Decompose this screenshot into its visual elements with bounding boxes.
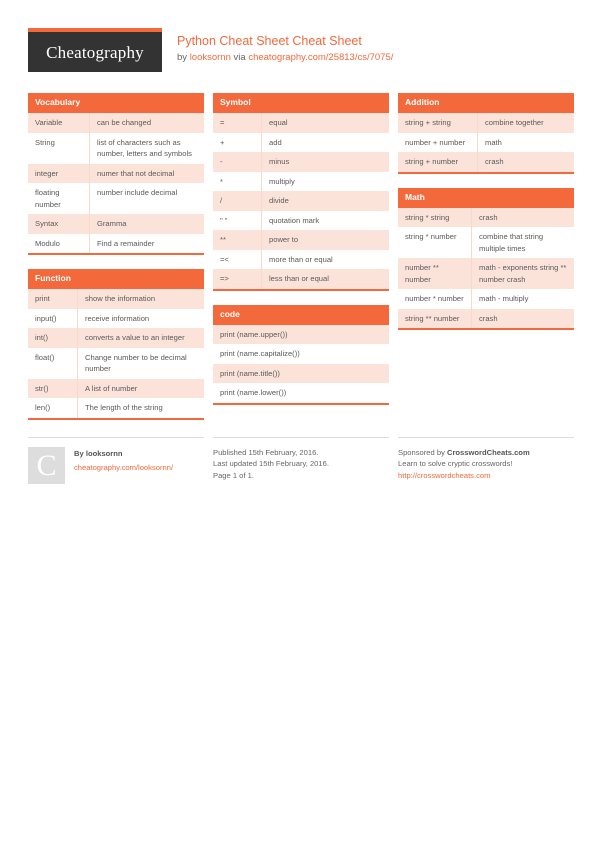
row-value: crash xyxy=(479,313,498,323)
avatar: C xyxy=(28,447,65,484)
footer-author xyxy=(28,437,204,484)
row-key: string + string xyxy=(398,113,478,133)
column-1 xyxy=(28,93,204,434)
byline-via: via xyxy=(230,52,249,63)
row-value: A list of number xyxy=(85,383,138,393)
table-row xyxy=(28,234,204,254)
row-key: integer xyxy=(28,164,90,184)
sponsor-tagline: Learn to solve cryptic crosswords! xyxy=(398,459,513,468)
card-title-addition: Addition xyxy=(398,93,574,113)
row-value: less than or equal xyxy=(269,274,329,283)
table-row xyxy=(213,113,389,133)
byline xyxy=(177,52,393,64)
table-math xyxy=(398,208,574,329)
table-row xyxy=(28,348,204,379)
content-columns xyxy=(28,93,572,434)
table-row xyxy=(213,364,389,384)
table-vocabulary xyxy=(28,113,204,253)
table-row xyxy=(28,398,204,418)
row-value: add xyxy=(269,137,282,147)
card-symbol xyxy=(213,93,389,291)
table-row xyxy=(213,211,389,231)
published-date: Published 15th February, 2016. xyxy=(213,447,319,457)
table-symbol xyxy=(213,113,389,289)
table-row xyxy=(28,379,204,399)
row-value: receive information xyxy=(85,313,150,323)
row-key: Modulo xyxy=(28,234,90,254)
row-key: / xyxy=(213,191,262,211)
row-key: len() xyxy=(28,398,78,418)
table-row xyxy=(398,113,574,133)
sponsor-line xyxy=(398,447,574,459)
byline-prefix: by xyxy=(177,52,190,63)
row-value: math - multiply xyxy=(479,294,529,303)
row-value: divide xyxy=(269,196,289,205)
column-3 xyxy=(398,93,574,344)
table-function xyxy=(28,289,204,418)
row-value: numer that not decimal xyxy=(97,168,175,178)
row-value: more than or equal xyxy=(269,254,333,264)
card-title-symbol: Symbol xyxy=(213,93,389,113)
table-row xyxy=(28,309,204,329)
row-value: converts a value to an integer xyxy=(85,333,185,342)
row-key: =< xyxy=(213,250,262,270)
row-key: print xyxy=(28,289,78,309)
row-key: = xyxy=(213,113,262,133)
author-name xyxy=(74,448,173,460)
table-row xyxy=(398,227,574,258)
byline-author-link[interactable]: looksornn xyxy=(189,52,231,63)
author-row xyxy=(28,447,204,484)
page-title: Python Cheat Sheet Cheat Sheet xyxy=(177,34,362,48)
sponsor-prefix: Sponsored by xyxy=(398,447,447,457)
row-value: Find a remainder xyxy=(97,238,155,248)
row-value: The length of the string xyxy=(85,403,163,412)
page-count: Page 1 of 1. xyxy=(213,470,254,480)
table-row xyxy=(213,269,389,289)
table-row xyxy=(28,328,204,348)
page-header xyxy=(28,28,572,74)
row-key: floating number xyxy=(28,183,90,214)
row-value: combine that string multiple times xyxy=(479,232,544,253)
table-row xyxy=(213,172,389,192)
table-row xyxy=(213,250,389,270)
row-key: Variable xyxy=(28,113,90,133)
row-key: String xyxy=(28,133,90,164)
table-row xyxy=(398,258,574,289)
row-key: * xyxy=(213,172,262,192)
table-row xyxy=(398,309,574,329)
table-row xyxy=(28,183,204,214)
table-row xyxy=(213,325,389,345)
row-key: input() xyxy=(28,309,78,329)
code-line: print (name.upper()) xyxy=(220,329,288,339)
footer-publish-info xyxy=(213,437,389,484)
row-key: str() xyxy=(28,379,78,399)
card-title-vocabulary: Vocabulary xyxy=(28,93,204,113)
row-key: string * string xyxy=(398,208,472,228)
row-value: list of characters such as number, letters and symbols xyxy=(97,137,192,158)
row-value: show the information xyxy=(85,294,156,303)
table-row xyxy=(28,289,204,309)
card-title-function: Function xyxy=(28,269,204,289)
card-addition xyxy=(398,93,574,174)
row-key: + xyxy=(213,133,262,153)
row-value: math - exponents string ** number crash xyxy=(479,263,567,284)
row-key: => xyxy=(213,269,262,289)
cheatography-logo[interactable] xyxy=(28,28,162,72)
row-value: can be changed xyxy=(97,118,152,127)
table-row xyxy=(213,152,389,172)
card-title-math: Math xyxy=(398,188,574,208)
row-key: string * number xyxy=(398,227,472,258)
byline-source-link[interactable]: cheatography.com/25813/cs/7075/ xyxy=(248,52,394,63)
row-value: number include decimal xyxy=(97,188,178,197)
row-value: quotation mark xyxy=(269,215,320,225)
updated-date: Last updated 15th February, 2016. xyxy=(213,459,329,468)
row-key: number * number xyxy=(398,289,472,309)
row-key: int() xyxy=(28,328,78,348)
card-vocabulary xyxy=(28,93,204,255)
author-profile-link[interactable]: cheatography.com/looksornn/ xyxy=(74,463,174,472)
row-key: number + number xyxy=(398,133,478,153)
card-function xyxy=(28,269,204,420)
row-value: minus xyxy=(269,157,290,166)
table-row xyxy=(213,191,389,211)
table-row xyxy=(398,289,574,309)
row-value: power to xyxy=(269,235,299,244)
table-row xyxy=(398,208,574,228)
column-2 xyxy=(213,93,389,419)
row-value: Change number to be decimal number xyxy=(85,352,187,373)
author-meta xyxy=(74,447,173,484)
table-row xyxy=(213,133,389,153)
table-row xyxy=(398,152,574,172)
table-row xyxy=(28,113,204,133)
code-line: print (name.capitalize()) xyxy=(220,349,300,358)
row-value: equal xyxy=(269,118,288,127)
row-key: number ** number xyxy=(398,258,472,289)
row-key: float() xyxy=(28,348,78,379)
table-row xyxy=(28,164,204,184)
row-key: - xyxy=(213,152,262,172)
row-value: Gramma xyxy=(97,219,127,228)
sponsor-name: CrosswordCheats.com xyxy=(446,447,530,457)
title-block xyxy=(177,28,393,64)
card-title-code: code xyxy=(213,305,389,325)
row-value: combine together xyxy=(485,118,544,127)
footer-sponsor xyxy=(398,437,574,484)
card-math xyxy=(398,188,574,331)
table-row xyxy=(28,214,204,234)
table-row xyxy=(398,133,574,153)
row-value: multiply xyxy=(269,176,295,186)
row-value: crash xyxy=(479,212,498,222)
row-key: string + number xyxy=(398,152,478,172)
row-key: Syntax xyxy=(28,214,90,234)
row-key: " " xyxy=(213,211,262,231)
row-key: string ** number xyxy=(398,309,472,329)
sponsor-link[interactable]: http://crosswordcheats.com xyxy=(398,470,491,480)
card-code xyxy=(213,305,389,405)
logo-text: Cheatography xyxy=(46,42,144,62)
row-key: ** xyxy=(213,230,262,250)
row-value: math xyxy=(485,137,502,147)
author-handle: looksornn xyxy=(85,448,123,458)
table-row xyxy=(28,133,204,164)
table-code xyxy=(213,325,389,403)
code-line: print (name.title()) xyxy=(220,368,280,378)
page-footer xyxy=(28,437,572,484)
table-addition xyxy=(398,113,574,172)
table-row xyxy=(213,383,389,403)
row-value: crash xyxy=(485,157,504,166)
table-row xyxy=(213,344,389,364)
code-line: print (name.lower()) xyxy=(220,388,287,397)
author-prefix: By xyxy=(74,448,86,458)
table-row xyxy=(213,230,389,250)
